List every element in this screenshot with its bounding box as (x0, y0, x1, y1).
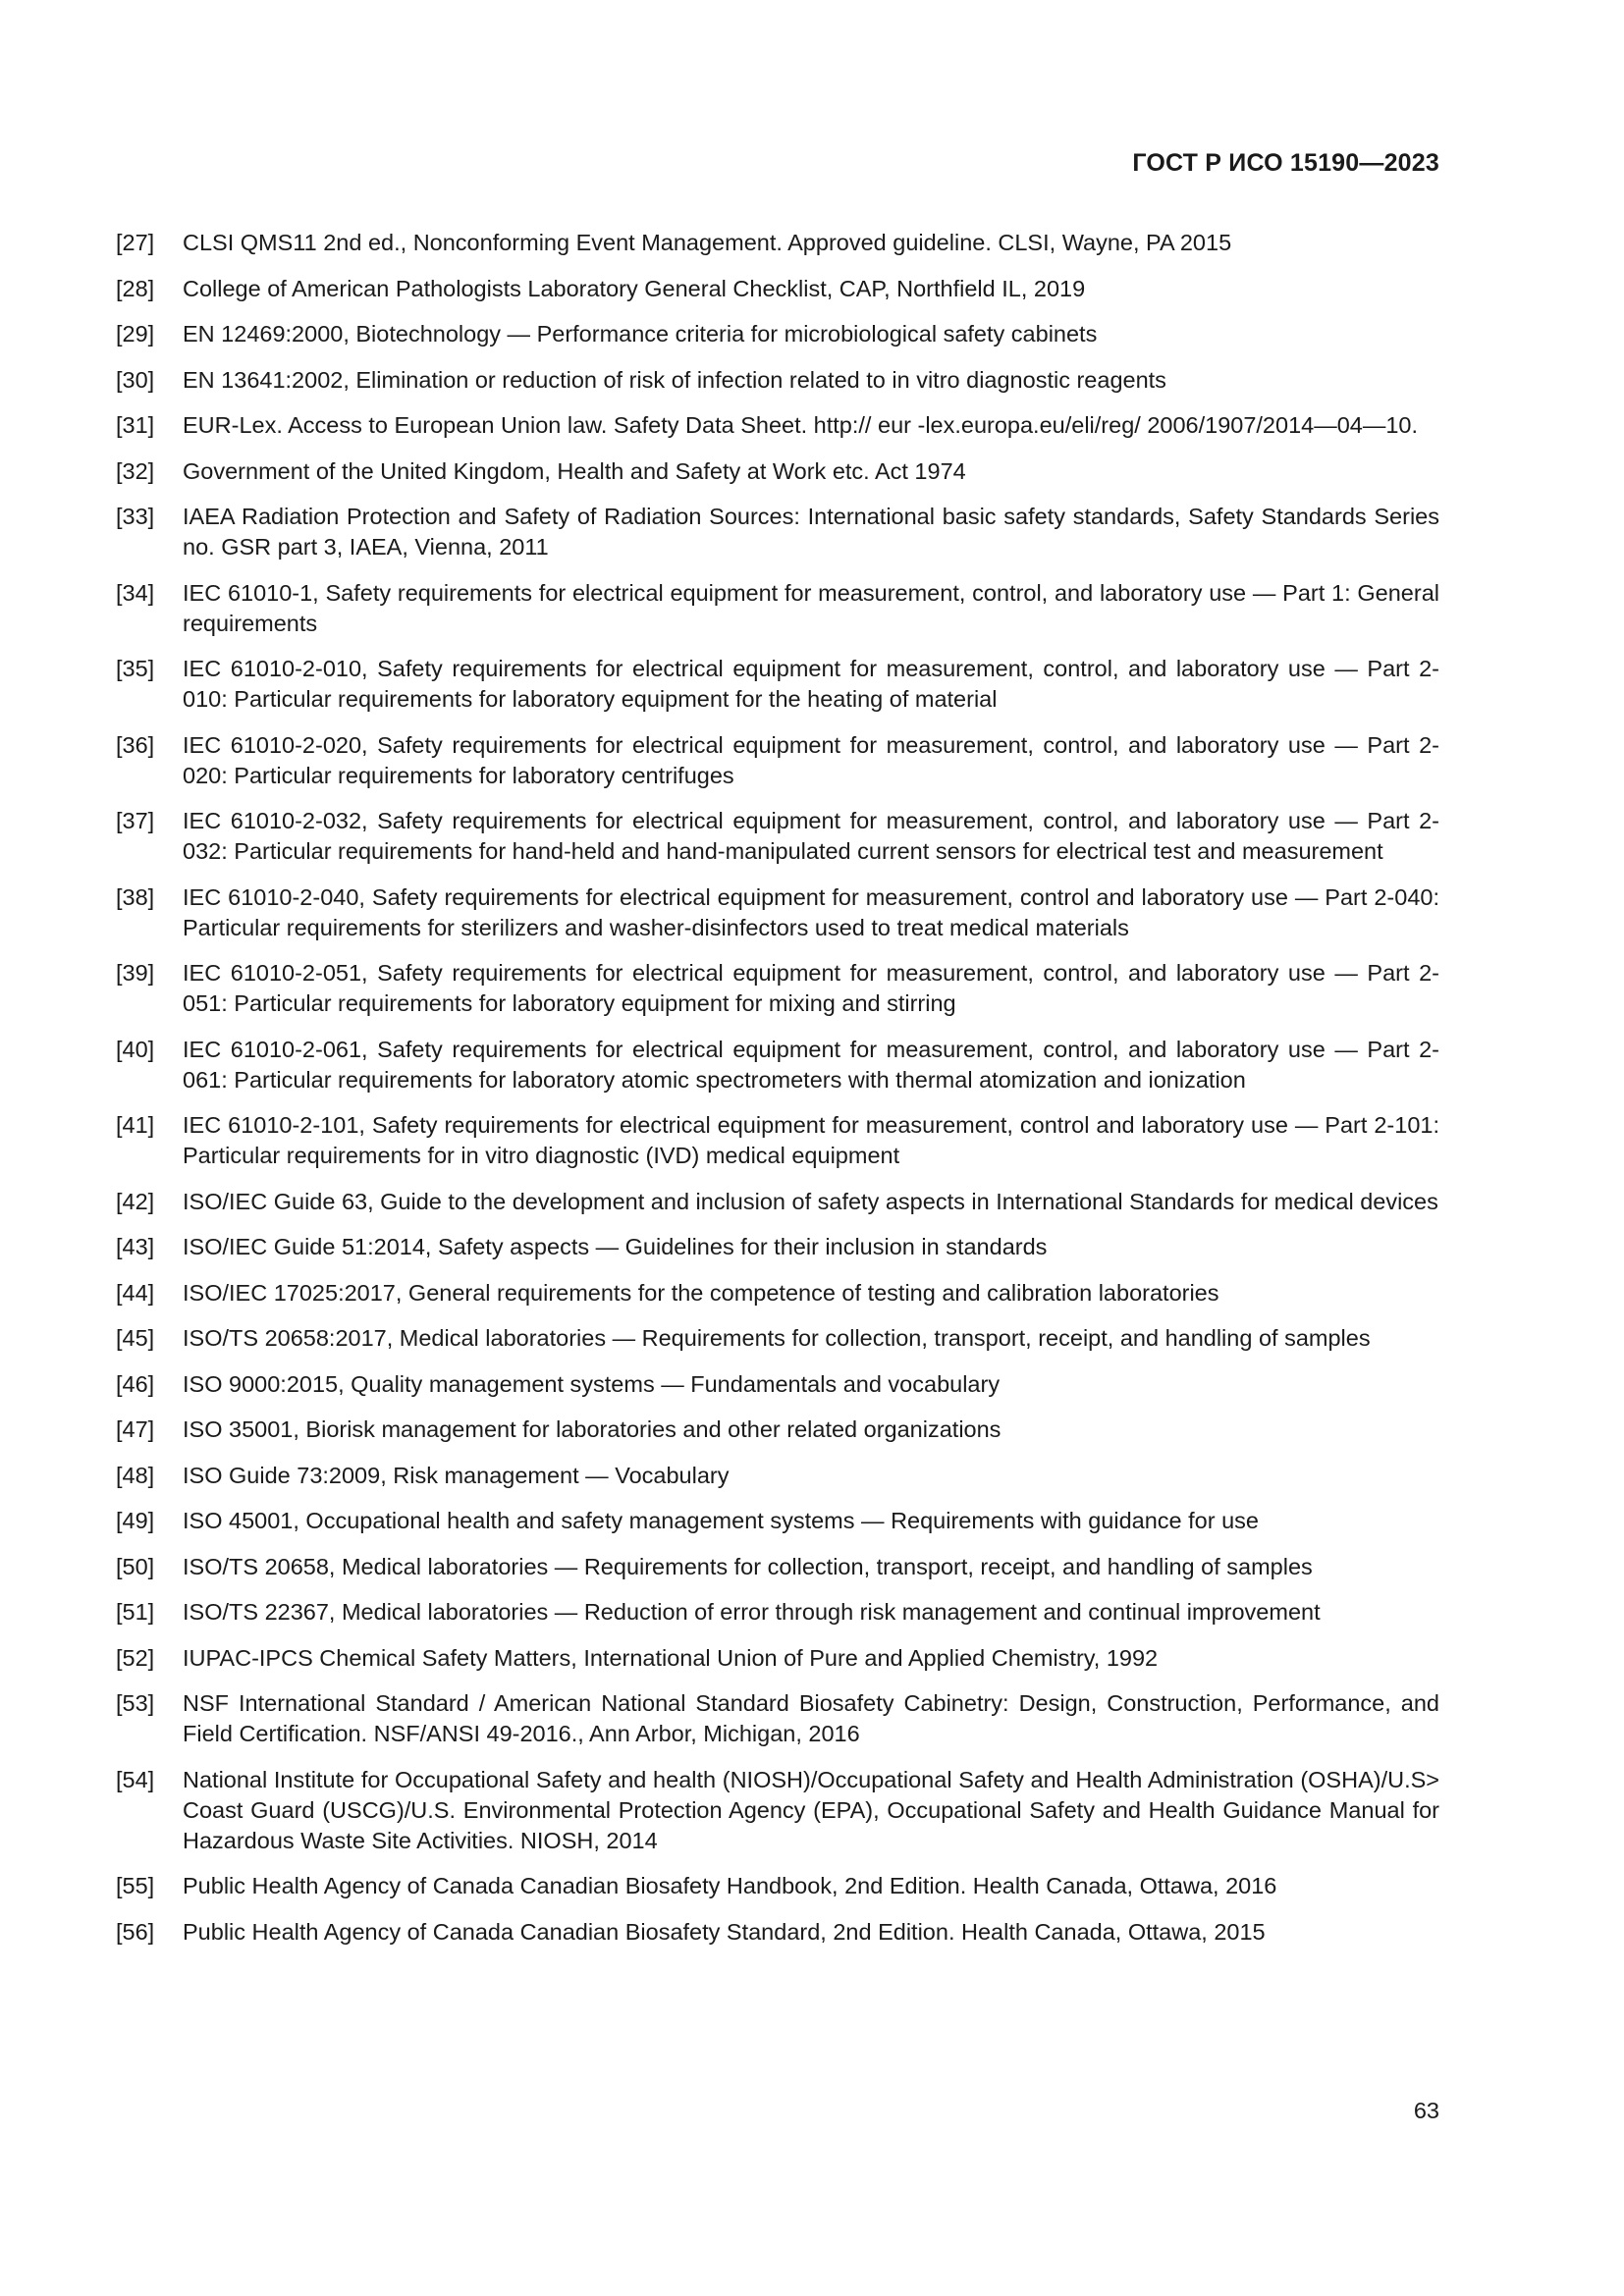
reference-number: [35] (116, 656, 155, 681)
reference-item (116, 1552, 1439, 1582)
reference-number: [46] (116, 1370, 155, 1397)
reference-text: EUR-Lex. Access to European Union law. Safety Data Sheet. http:// eur -lex.europa.eu/eli/reg/ 2006/1907/2014—04—10. (183, 412, 1419, 438)
reference-text: Public Health Agency of Canada Canadian Biosafety Handbook, 2nd Edition. Health Canada, Ottawa, 2016 (183, 1873, 1277, 1898)
reference-number: [56] (116, 1918, 155, 1945)
reference-number: [41] (116, 1112, 155, 1138)
reference-item (116, 806, 1439, 867)
reference-text: IAEA Radiation Protection and Safety of Radiation Sources: International basic safety standards, Safety Standards Series no. GSR part 3, IAEA, Vienna, 2011 (183, 504, 1439, 560)
reference-text: IEC 61010-1, Safety requirements for electrical equipment for measurement, control, and laboratory use — Part 1: General requirements (183, 579, 1439, 636)
reference-item (116, 502, 1439, 562)
reference-item (116, 1688, 1439, 1749)
reference-item (116, 456, 1439, 487)
reference-text: ISO 9000:2015, Quality management systems — Fundamentals and vocabulary (183, 1370, 1001, 1397)
reference-item (116, 1643, 1439, 1674)
reference-text: ISO 35001, Biorisk management for laboratories and other related organizations (183, 1416, 1001, 1442)
reference-item (116, 1232, 1439, 1262)
reference-item (116, 274, 1439, 304)
reference-number: [33] (116, 504, 155, 529)
reference-number: [37] (116, 808, 155, 833)
reference-number: [29] (116, 321, 155, 347)
reference-text: IUPAC-IPCS Chemical Safety Matters, International Union of Pure and Applied Chemistry, 1992 (183, 1644, 1159, 1671)
reference-number: [31] (116, 412, 155, 438)
reference-text: Government of the United Kingdom, Health and Safety at Work etc. Act 1974 (183, 457, 966, 484)
reference-text: IEC 61010-2-061, Safety requirements for electrical equipment for measurement, control, and laboratory use — Part 2-061: Particular requirements for laboratory atomic spectrometers with thermal atomization and ionization (183, 1036, 1439, 1093)
reference-number: [36] (116, 731, 155, 758)
reference-number: [32] (116, 457, 155, 484)
reference-item (116, 1415, 1439, 1445)
reference-text: ISO/TS 20658, Medical laboratories — Requirements for collection, transport, receipt, and handling of samples (183, 1553, 1313, 1579)
reference-item (116, 882, 1439, 943)
reference-item (116, 1871, 1439, 1901)
reference-text: EN 13641:2002, Elimination or reduction of risk of infection related to in vitro diagnostic reagents (183, 366, 1166, 393)
reference-text: ISO/IEC Guide 63, Guide to the development and inclusion of safety aspects in International Standards for medical devices (183, 1188, 1438, 1214)
reference-text: IEC 61010-2-101, Safety requirements for electrical equipment for measurement, control and laboratory use — Part 2-101: Particular requirements for in vitro diagnostic (IVD) medical equipment (183, 1112, 1439, 1168)
reference-number: [40] (116, 1036, 155, 1062)
reference-text: IEC 61010-2-040, Safety requirements for electrical equipment for measurement, control and laboratory use — Part 2-040: Particular requirements for sterilizers and washer-disinfectors used to treat medical materials (183, 883, 1439, 940)
reference-text: ISO/TS 22367, Medical laboratories — Reduction of error through risk management and continual improvement (183, 1599, 1321, 1625)
reference-item (116, 1323, 1439, 1354)
reference-number: [39] (116, 960, 155, 986)
page-number: 63 (1413, 2098, 1439, 2123)
reference-item (116, 1278, 1439, 1308)
reference-item (116, 1597, 1439, 1628)
reference-item (116, 1369, 1439, 1400)
reference-item (116, 1506, 1439, 1536)
reference-item (116, 228, 1439, 258)
reference-item (116, 365, 1439, 396)
reference-number: [30] (116, 366, 155, 393)
reference-text: ISO 45001, Occupational health and safety management systems — Requirements with guidance for use (183, 1508, 1259, 1533)
reference-item (116, 958, 1439, 1019)
reference-text: IEC 61010-2-051, Safety requirements for electrical equipment for measurement, control, and laboratory use — Part 2-051: Particular requirements for laboratory equipment for mixing and stirring (183, 960, 1439, 1016)
reference-item (116, 730, 1439, 791)
reference-number: [42] (116, 1188, 155, 1214)
reference-text: College of American Pathologists Laboratory General Checklist, CAP, Northfield IL, 2019 (183, 275, 1086, 301)
reference-number: [45] (116, 1325, 155, 1351)
reference-number: [55] (116, 1873, 155, 1898)
reference-item (116, 1035, 1439, 1095)
reference-number: [50] (116, 1553, 155, 1579)
reference-item (116, 1187, 1439, 1217)
reference-number: [54] (116, 1766, 155, 1792)
reference-item (116, 1917, 1439, 1948)
reference-item (116, 1110, 1439, 1171)
reference-text: NSF International Standard / American National Standard Biosafety Cabinetry: Design, Construction, Performance, and Field Certification. NSF/ANSI 49-2016., Ann Arbor, Michigan, 2016 (183, 1690, 1439, 1746)
reference-text: ISO/IEC Guide 51:2014, Safety aspects — Guidelines for their inclusion in standards (183, 1234, 1048, 1259)
reference-number: [28] (116, 275, 155, 301)
reference-number: [27] (116, 230, 155, 255)
bibliography-list (116, 228, 1439, 1962)
reference-number: [52] (116, 1644, 155, 1671)
reference-number: [51] (116, 1599, 155, 1625)
reference-text: ISO Guide 73:2009, Risk management — Vocabulary (183, 1462, 730, 1488)
reference-text: CLSI QMS11 2nd ed., Nonconforming Event Management. Approved guideline. CLSI, Wayne, PA 2015 (183, 230, 1232, 255)
reference-number: [44] (116, 1279, 155, 1306)
page-header-standard: ГОСТ Р ИСО 15190—2023 (1132, 149, 1439, 177)
reference-text: IEC 61010-2-032, Safety requirements for electrical equipment for measurement, control, and laboratory use — Part 2-032: Particular requirements for hand-held and hand-manipulated current sensors for electrical test and measurement (183, 808, 1439, 864)
reference-item (116, 410, 1439, 441)
reference-text: EN 12469:2000, Biotechnology — Performance criteria for microbiological safety cabinets (183, 321, 1098, 347)
reference-text: National Institute for Occupational Safety and health (NIOSH)/Occupational Safety and Health Administration (OSHA)/U.S> Coast Guard (USCG)/U.S. Environmental Protection Agency (EPA), Occupational Safety and Health Guidance Manual for Hazardous Waste Site Activities. NIOSH, 2014 (183, 1766, 1439, 1853)
reference-number: [34] (116, 579, 155, 606)
reference-text: Public Health Agency of Canada Canadian Biosafety Standard, 2nd Edition. Health Canada, Ottawa, 2015 (183, 1918, 1266, 1945)
reference-item (116, 319, 1439, 349)
reference-item (116, 578, 1439, 639)
reference-item (116, 1765, 1439, 1856)
reference-text: IEC 61010-2-020, Safety requirements for electrical equipment for measurement, control, and laboratory use — Part 2-020: Particular requirements for laboratory centrifuges (183, 731, 1439, 788)
reference-number: [47] (116, 1416, 155, 1442)
reference-text: ISO/TS 20658:2017, Medical laboratories — Requirements for collection, transport, receipt, and handling of samples (183, 1325, 1371, 1351)
reference-number: [49] (116, 1508, 155, 1533)
reference-item (116, 654, 1439, 715)
reference-number: [43] (116, 1234, 155, 1259)
reference-text: IEC 61010-2-010, Safety requirements for electrical equipment for measurement, control, and laboratory use — Part 2-010: Particular requirements for laboratory equipment for the heating of material (183, 656, 1439, 712)
reference-item (116, 1461, 1439, 1491)
reference-text: ISO/IEC 17025:2017, General requirements for the competence of testing and calibration laboratories (183, 1279, 1219, 1306)
reference-number: [38] (116, 883, 155, 910)
reference-number: [48] (116, 1462, 155, 1488)
reference-number: [53] (116, 1690, 155, 1716)
